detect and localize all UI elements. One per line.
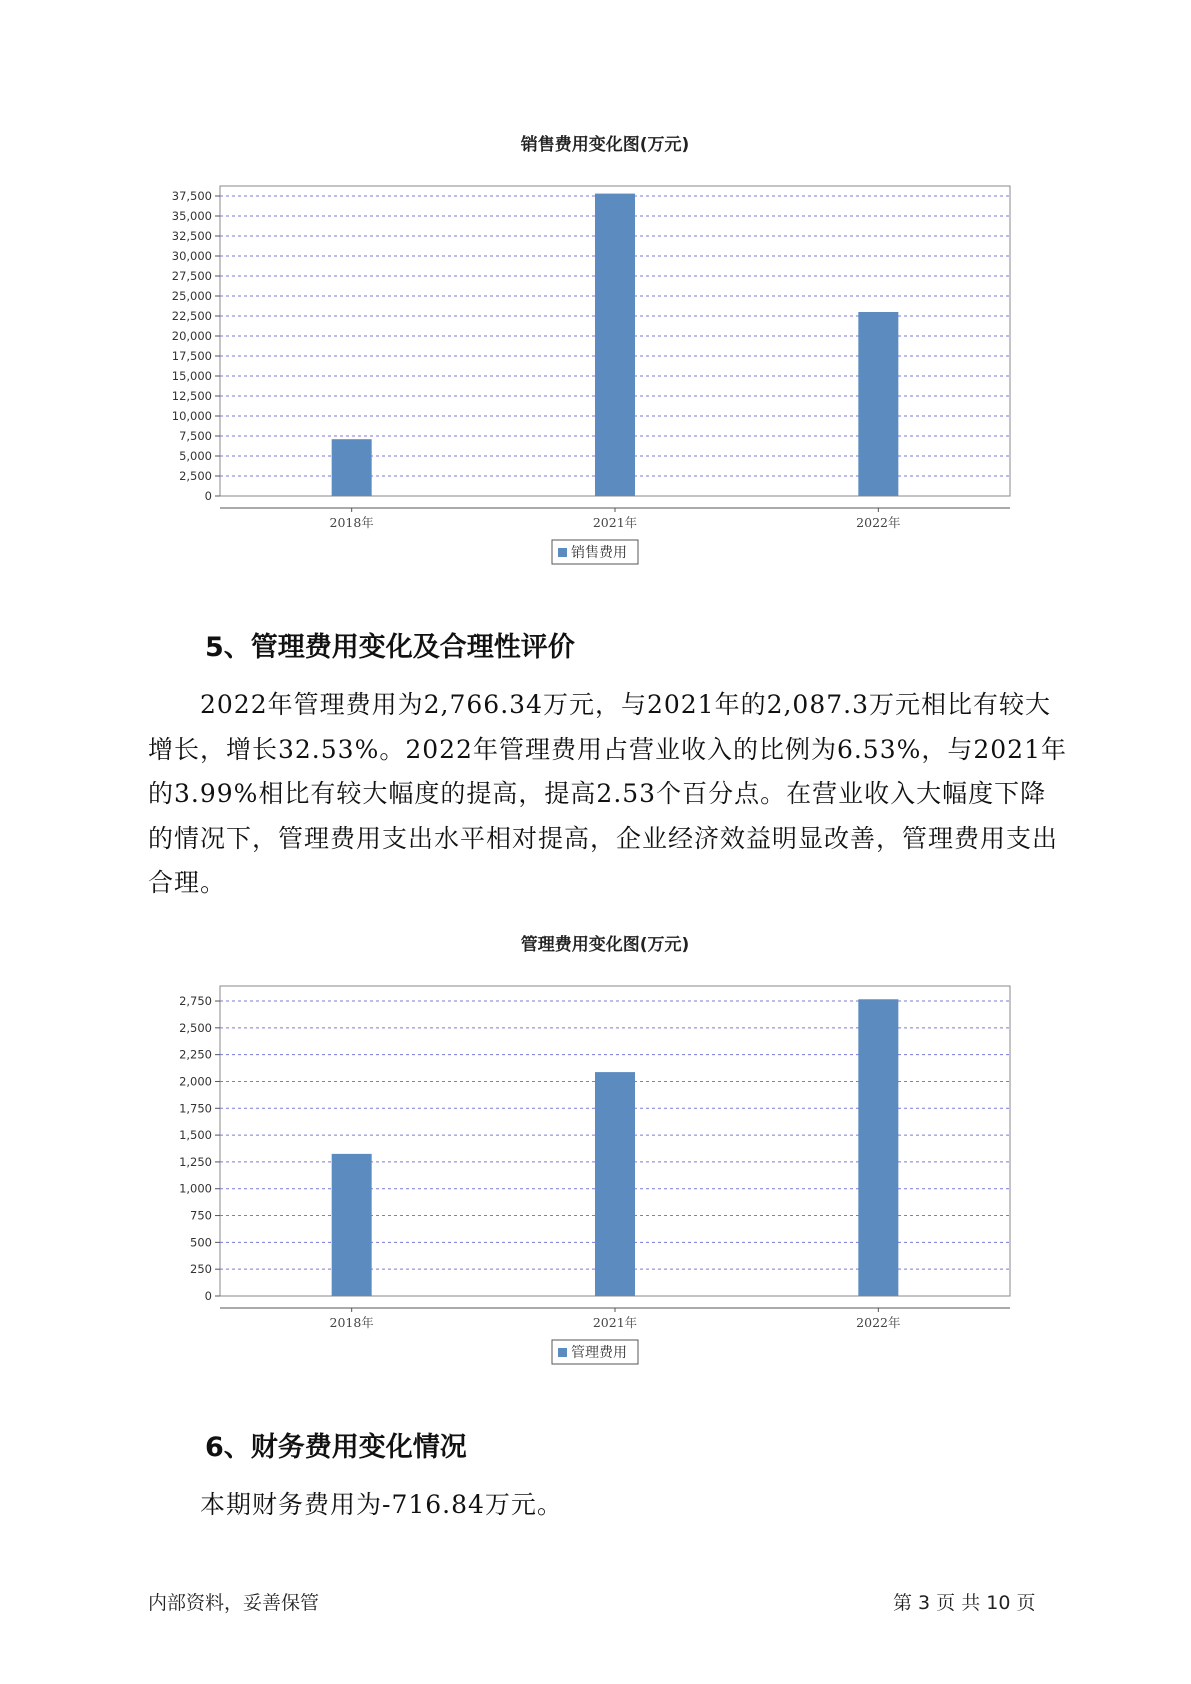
footer-note: 内部资料，妥善保管 <box>148 1592 320 1614</box>
section-6-paragraph: 本期财务费用为-716.84万元。 <box>200 1490 563 1519</box>
admin-ytick-label: 2,750 <box>179 994 212 1009</box>
section-6-heading: 6、财务费用变化情况 <box>205 1432 467 1463</box>
sales-ytick-label: 37,500 <box>171 189 212 203</box>
admin-chart-title: 管理费用变化图(万元) <box>520 935 690 955</box>
sales-ytick-label: 25,000 <box>171 289 212 303</box>
admin-ytick-label: 2,500 <box>179 1020 212 1035</box>
footer-page-number: 第 3 页 共 10 页 <box>893 1592 1036 1614</box>
admin-expense-chart-svg <box>150 928 1030 1361</box>
admin-bar <box>595 1072 635 1296</box>
section-5-heading: 5、管理费用变化及合理性评价 <box>205 632 575 663</box>
sales-expense-chart-svg <box>150 128 1030 561</box>
sales-ytick-label: 7,500 <box>179 429 212 443</box>
admin-legend-swatch <box>558 1348 567 1357</box>
admin-ytick-label: 1,000 <box>179 1181 212 1196</box>
sales-ytick-label: 27,500 <box>171 269 212 283</box>
admin-ytick-label: 1,500 <box>179 1128 212 1143</box>
sales-ytick-label: 2,500 <box>179 469 212 483</box>
admin-legend-label: 管理费用 <box>571 1345 627 1361</box>
admin-expense-chart <box>150 928 1030 1361</box>
admin-ytick-label: 0 <box>204 1289 212 1303</box>
sales-category-label: 2022年 <box>856 515 901 530</box>
admin-ytick-label: 750 <box>190 1208 212 1223</box>
sales-ytick-label: 30,000 <box>171 249 212 263</box>
sales-legend-label: 销售费用 <box>571 545 627 561</box>
admin-ytick-label: 500 <box>190 1235 212 1250</box>
admin-ytick-label: 250 <box>190 1262 212 1277</box>
sales-ytick-label: 35,000 <box>171 209 212 223</box>
section-5-paragraph: 2022年管理费用为2,766.34万元，与2021年的2,087.3万元相比有较大增长，增长32.53%。2022年管理费用占营业收入的比例为6.53%，与2021年的3.99%相比有较大幅度的提高，提高2.53个百分点。在营业收入大幅度下降的情况下，管理费用支出水平相对提高，企业经济效益明显改善，管理费用支出合理。 <box>148 690 1067 897</box>
admin-category-label: 2018年 <box>329 1315 374 1330</box>
sales-ytick-label: 12,500 <box>171 389 212 403</box>
sales-ytick-label: 22,500 <box>171 309 212 323</box>
sales-ytick-label: 15,000 <box>171 369 212 383</box>
admin-category-label: 2021年 <box>592 1315 638 1330</box>
admin-bar <box>858 999 898 1296</box>
sales-bar <box>595 194 635 496</box>
admin-ytick-label: 1,250 <box>179 1154 212 1169</box>
admin-ytick-label: 2,250 <box>179 1047 212 1062</box>
sales-category-label: 2018年 <box>329 515 374 530</box>
sales-ytick-label: 20,000 <box>171 329 212 343</box>
sales-expense-chart <box>150 128 1030 561</box>
sales-ytick-label: 5,000 <box>179 449 212 463</box>
admin-bar <box>332 1154 372 1296</box>
admin-ytick-label: 2,000 <box>179 1074 212 1089</box>
sales-legend-swatch <box>558 548 567 557</box>
sales-bar <box>858 312 898 496</box>
admin-category-label: 2022年 <box>856 1315 901 1330</box>
sales-ytick-label: 10,000 <box>171 409 212 423</box>
sales-ytick-label: 32,500 <box>171 229 212 243</box>
sales-bar <box>332 439 372 496</box>
sales-ytick-label: 17,500 <box>171 349 212 363</box>
sales-ytick-label: 0 <box>204 489 212 503</box>
sales-chart-title: 销售费用变化图(万元) <box>520 135 690 155</box>
admin-ytick-label: 1,750 <box>179 1101 212 1116</box>
sales-category-label: 2021年 <box>592 515 638 530</box>
